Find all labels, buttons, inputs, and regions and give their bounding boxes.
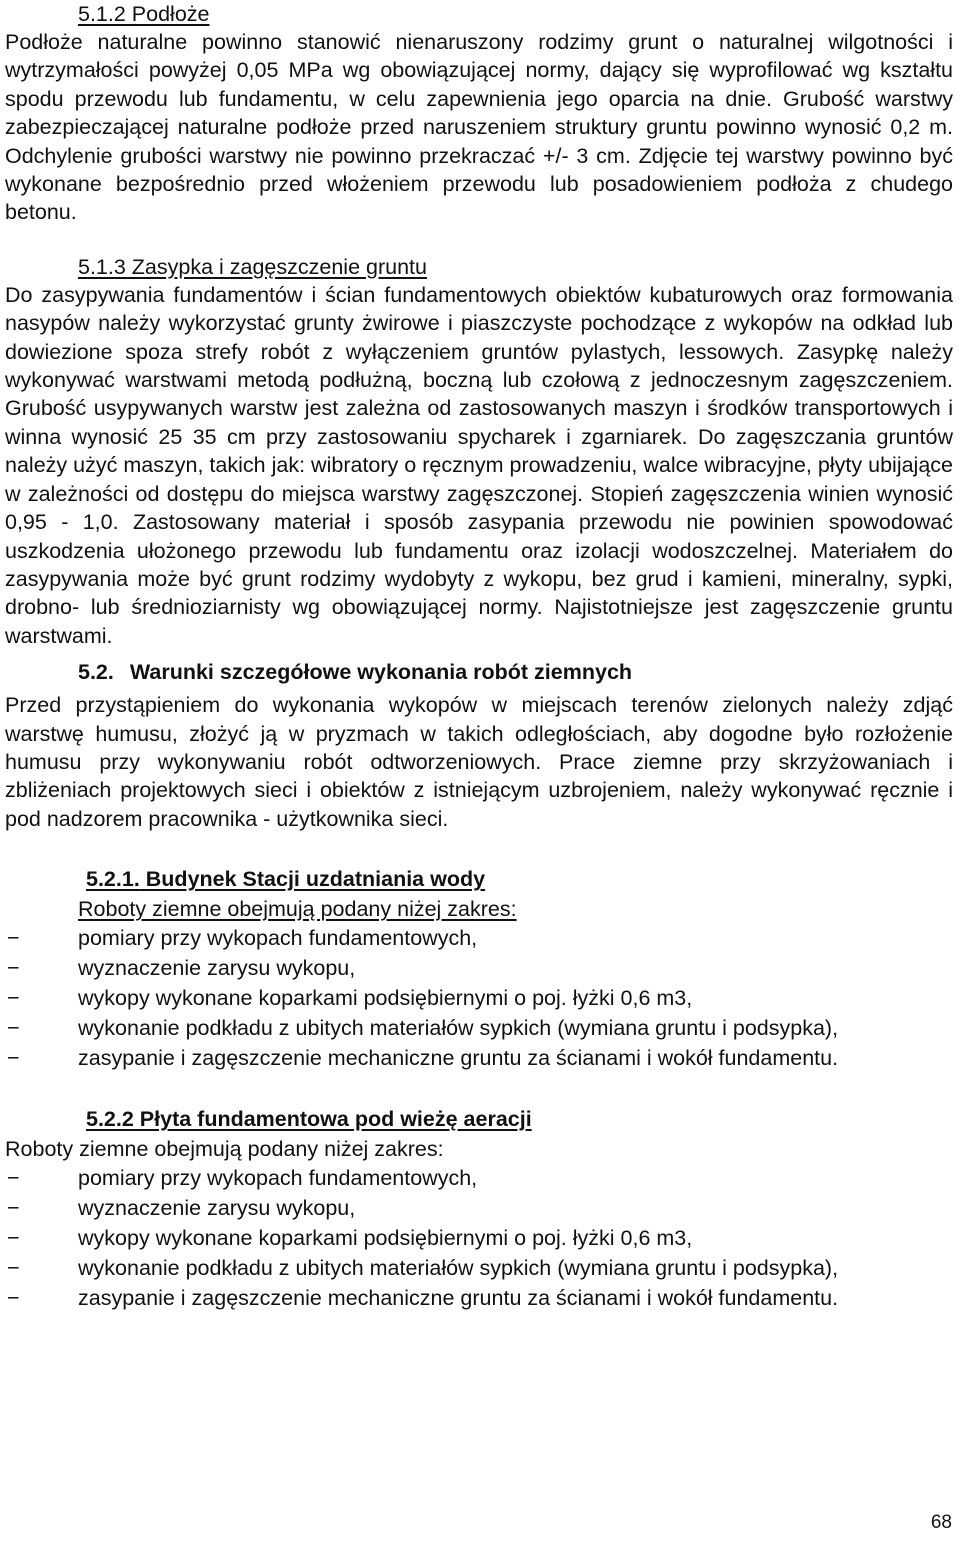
section-5-2-heading: 5.2. Warunki szczegółowe wykonania robót ziemnych bbox=[78, 660, 633, 685]
list-item: − wyznaczenie zarysu wykopu, bbox=[5, 1193, 953, 1223]
section-5-1-2-heading: 5.1.2 Podłoże bbox=[78, 2, 210, 26]
dash-bullet: − bbox=[7, 1166, 20, 1191]
list-item: − wykonanie podkładu z ubitych materiałów sypkich (wymiana gruntu i podsypka), bbox=[5, 1253, 953, 1283]
dash-bullet: − bbox=[7, 926, 20, 951]
dash-bullet: − bbox=[7, 1286, 20, 1311]
dash-bullet: − bbox=[7, 1256, 20, 1281]
section-5-2-1-heading: 5.2.1. Budynek Stacji uzdatniania wody bbox=[86, 867, 486, 892]
list-item: − pomiary przy wykopach fundamentowych, bbox=[5, 923, 953, 953]
section-5-2-2-list bbox=[5, 1163, 953, 1313]
dash-bullet: − bbox=[7, 956, 20, 981]
section-5-2-1-intro: Roboty ziemne obejmują podany niżej zakres: bbox=[78, 897, 517, 922]
list-item: − wykopy wykonane koparkami podsiębiernymi o poj. łyżki 0,6 m3, bbox=[5, 983, 953, 1013]
section-5-2-text: Przed przystąpieniem do wykonania wykopów w miejscach terenów zielonych należy zdjąć warstwę humusu, złożyć ją w pryzmach w takich odległościach, aby dogodne było rozłożenie humusu przy wykonywaniu robót odtworzeniowych. Prace ziemne przy skrzyżowaniach i zbliżeniach projektowych sieci i obiektów z istniejącym uzbrojeniem, należy wykonywać ręcznie i pod nadzorem pracownika - użytkownika sieci. bbox=[5, 693, 953, 831]
dash-bullet: − bbox=[7, 1046, 20, 1071]
list-item: − zasypanie i zagęszczenie mechaniczne gruntu za ścianami i wokół fundamentu. bbox=[5, 1283, 953, 1313]
list-item: − pomiary przy wykopach fundamentowych, bbox=[5, 1163, 953, 1193]
dash-bullet: − bbox=[7, 986, 20, 1011]
section-5-2-1-list bbox=[5, 923, 953, 1073]
section-5-2-2-intro: Roboty ziemne obejmują podany niżej zakres: bbox=[5, 1137, 444, 1162]
list-item: − wykonanie podkładu z ubitych materiałów sypkich (wymiana gruntu i podsypka), bbox=[5, 1013, 953, 1043]
page-number: 68 bbox=[930, 1512, 952, 1533]
section-5-2-2-heading: 5.2.2 Płyta fundamentowa pod wieżę aeracji bbox=[86, 1107, 532, 1132]
list-item: − wykopy wykonane koparkami podsiębiernymi o poj. łyżki 0,6 m3, bbox=[5, 1223, 953, 1253]
dash-bullet: − bbox=[7, 1196, 20, 1221]
list-item: − zasypanie i zagęszczenie mechaniczne gruntu za ścianami i wokół fundamentu. bbox=[5, 1043, 953, 1073]
section-5-1-2-text: Podłoże naturalne powinno stanowić nienaruszony rodzimy grunt o naturalnej wilgotności i wytrzymałości powyżej 0,05 MPa wg obowiązującej normy, dający się wyprofilować wg kształtu spodu przewodu lub fundamentu, w celu zapewnienia jego oparcia na dnie. Grubość warstwy zabezpieczającej naturalne podłoże przed naruszeniem struktury gruntu powinno wynosić 0,2 m. Odchylenie grubości warstwy nie powinno przekraczać +/- 3 cm. Zdjęcie tej warstwy powinno być wykonane bezpośrednio przed włożeniem przewodu lub posadowieniem podłoża z chudego betonu. bbox=[5, 30, 953, 225]
dash-bullet: − bbox=[7, 1226, 20, 1251]
section-5-1-3-text: Do zasypywania fundamentów i ścian fundamentowych obiektów kubaturowych oraz formowania nasypów należy wykorzystać grunty żwirowe i piaszczyste pochodzące z wykopów na odkład lub dowiezione spoza strefy robót z wyłączeniem gruntów pylastych, lessowych. Zasypkę należy wykonywać warstwami metodą podłużną, boczną lub czołową z jednoczesnym zagęszczeniem. Grubość usypywanych warstw jest zależna od zastosowanych maszyn i środków transportowych i winna wynosić 25 35 cm przy zastosowaniu spycharek i zgarniarek. Do zagęszczania gruntów należy użyć maszyn, takich jak: wibratory o ręcznym prowadzeniu, walce wibracyjne, płyty ubijające w zależności od dostępu do miejsca warstwy zagęszczonej. Stopień zagęszczenia winien wynosić 0,95 - 1,0. Zastosowany materiał i sposób zasypania przewodu nie powinien spowodować uszkodzenia ułożonego przewodu lub fundamentu oraz izolacji wodoszczelnej. Materiałem do zasypywania może być grunt rodzimy wydobyty z wykopu, bez grud i kamieni, mineralny, sypki, drobno- lub średnioziarnisty wg obowiązującej normy. Najistotniejsze jest zagęszczenie gruntu warstwami. bbox=[5, 282, 953, 648]
section-5-1-3-heading: 5.1.3 Zasypka i zagęszczenie gruntu bbox=[78, 254, 427, 279]
list-item: − wyznaczenie zarysu wykopu, bbox=[5, 953, 953, 983]
dash-bullet: − bbox=[7, 1016, 20, 1041]
document-page bbox=[5, 0, 953, 1313]
